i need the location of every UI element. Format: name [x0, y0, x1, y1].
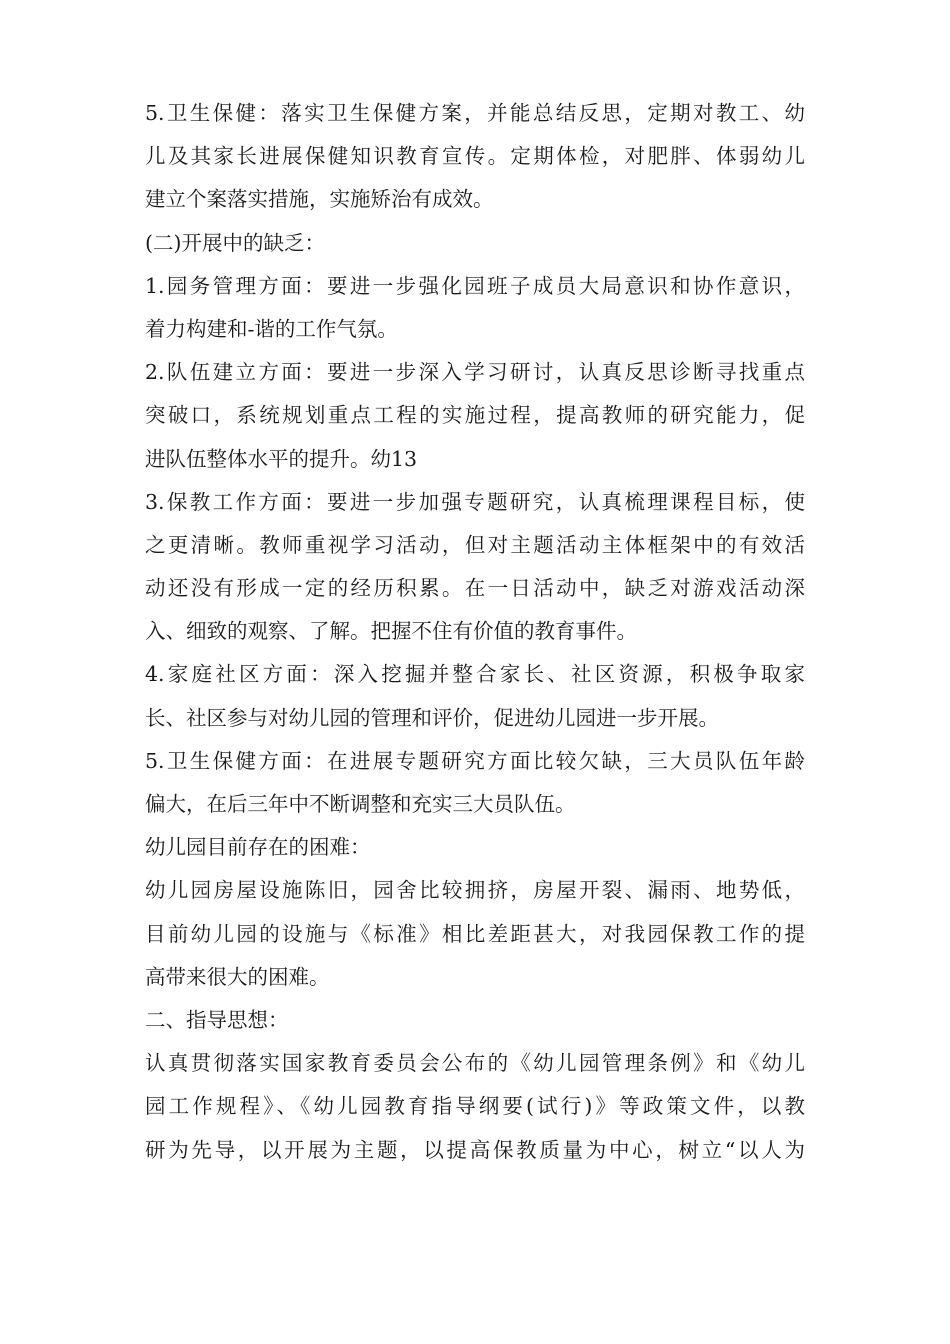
- text-line: 动还没有形成一定的经历积累。在一日活动中，缺乏对游戏活动深: [145, 576, 805, 601]
- text-line: 4.家庭社区方面：深入挖掘并整合家长、社区资源，积极争取家: [145, 662, 805, 687]
- text-line: 目前幼儿园的设施与《标准》相比差距甚大，对我园保教工作的提: [145, 921, 805, 946]
- text-line: 着力构建和-谐的工作气氛。: [145, 316, 398, 341]
- text-line: 5.卫生保健：落实卫生保健方案，并能总结反思，定期对教工、幼: [145, 101, 805, 125]
- text-line: 进队伍整体水平的提升。幼13: [145, 446, 418, 471]
- text-line: 2.队伍建立方面：要进一步深入学习研讨，认真反思诊断寻找重点: [145, 360, 805, 385]
- text-line: 5.卫生保健方面：在进展专题研究方面比较欠缺，三大员队伍年龄: [145, 748, 805, 773]
- text-line: 幼儿园目前存在的困难：: [145, 835, 371, 860]
- text-line: 研为先导，以开展为主题，以提高保教质量为中心，树立“以人为: [145, 1137, 805, 1162]
- text-line: 儿及其家长进展保健知识教育宣传。定期体检，对肥胖、体弱幼儿: [145, 144, 805, 169]
- text-line: 入、细致的观察、了解。把握不住有价值的教育事件。: [145, 619, 637, 644]
- text-line: 3.保教工作方面：要进一步加强专题研究，认真梳理课程目标，使: [145, 489, 805, 514]
- text-line: 突破口，系统规划重点工程的实施过程，提高教师的研究能力，促: [145, 403, 805, 428]
- text-line: 1.园务管理方面：要进一步强化园班子成员大局意识和协作意识，: [145, 273, 805, 298]
- text-line: (二)开展中的缺乏：: [145, 230, 325, 255]
- text-line: 建立个案落实措施，实施矫治有成效。: [145, 187, 494, 212]
- text-line: 长、社区参与对幼儿园的管理和评价，促进幼儿园进一步开展。: [145, 705, 719, 730]
- document-body: [145, 92, 805, 1172]
- text-line: 认真贯彻落实国家教育委员会公布的《幼儿园管理条例》和《幼儿: [145, 1051, 805, 1076]
- text-line: 偏大，在后三年中不断调整和充实三大员队伍。: [145, 792, 576, 816]
- text-line: 园工作规程》、《幼儿园教育指导纲要(试行)》等政策文件，以教: [145, 1094, 805, 1119]
- text-line: 之更清晰。教师重视学习活动，但对主题活动主体框架中的有效活: [145, 532, 805, 557]
- text-line: 幼儿园房屋设施陈旧，园舍比较拥挤，房屋开裂、漏雨、地势低，: [145, 878, 805, 903]
- text-line: 高带来很大的困难。: [145, 964, 330, 989]
- text-line: 二、指导思想：: [145, 1007, 289, 1032]
